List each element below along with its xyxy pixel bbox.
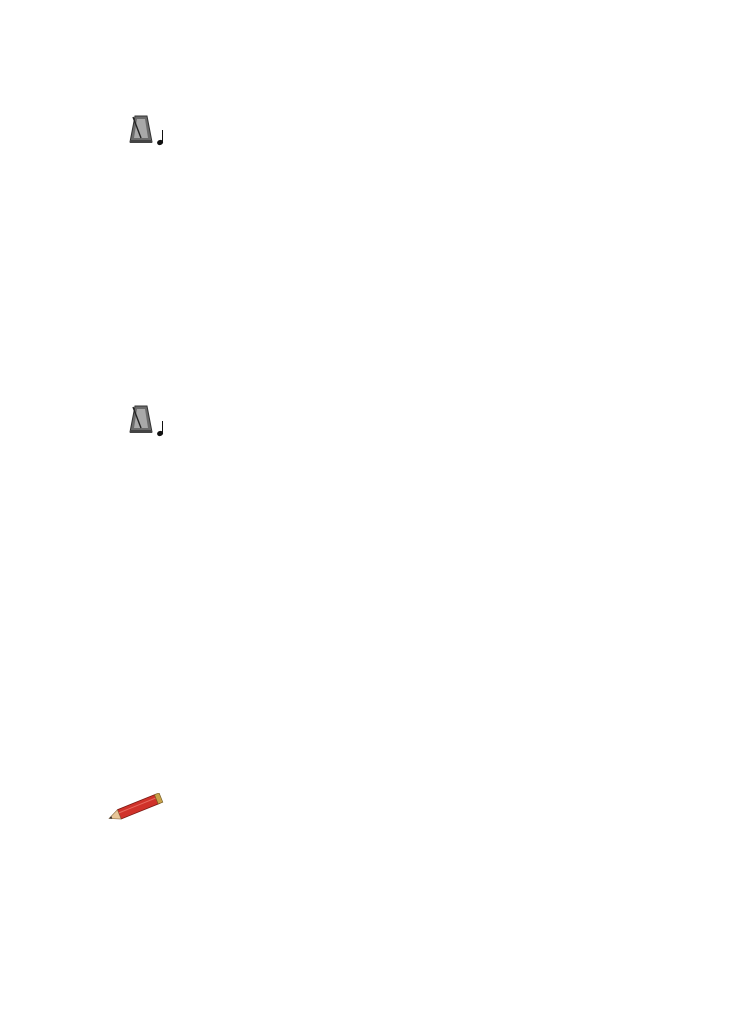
pencil-icon	[104, 793, 166, 823]
